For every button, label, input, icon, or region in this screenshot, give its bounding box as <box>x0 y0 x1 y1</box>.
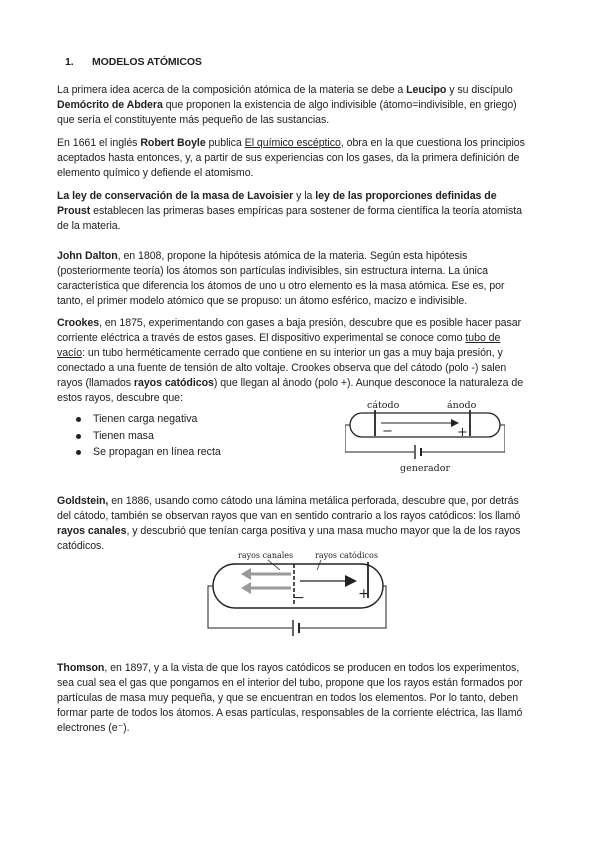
crookes-findings-list <box>57 411 221 461</box>
text: en 1886, usando como cátodo una lámina metálica perforada, descubre que, por detrás del cátodo, también se observan rayos que van en sentido contrario a los rayos catódicos: los llamó <box>57 495 521 522</box>
list-item: Se propagan en línea recta <box>57 444 221 461</box>
canal-rays-diagram <box>205 548 387 638</box>
canal-ray-arrow-icon <box>241 568 251 580</box>
text: , en 1808, propone la hipótesis atómica de la materia. Según esta hipótesis (posteriormente teoría) los átomos son partículas indivisibles, sin estructura interna. La única característica que diferencia los átomos de uno u otro elemento es la masa atómica. Ese es, por tanto, el primer modelo atómico que se propuso: un átomo esférico, macizo e indivisible. <box>57 250 505 307</box>
canal-ray-arrow-icon <box>241 582 251 594</box>
bold-term: La ley de conservación de la masa de Lavoisier <box>57 190 294 202</box>
plus-sign: + <box>358 586 370 602</box>
cathode-ray-arrow-icon <box>345 575 357 587</box>
text: publica <box>205 137 245 149</box>
bold-term: rayos canales <box>57 525 127 537</box>
text: y su discípulo <box>446 84 513 96</box>
circuit-wire-right <box>300 586 386 628</box>
bold-term: Goldstein, <box>57 495 109 507</box>
cathode-rays-label: rayos catódicos <box>315 551 378 560</box>
book-title-link: El químico escéptico <box>244 137 341 149</box>
section-heading <box>65 56 202 68</box>
text: ) que llegan al ánodo (polo +). Aunque desconoce la naturaleza de estos rayos, descubre que: <box>57 377 524 404</box>
bold-term: Robert Boyle <box>140 137 206 149</box>
text: : un tubo herméticamente cerrado que contiene en su interior un gas a muy baja presión, y conectado a una fuente de tensión de alto voltaje. Crookes observa que del cátodo (polo -) salen rayos (llamados <box>57 347 507 389</box>
vacuum-tube <box>350 413 500 437</box>
text: ). <box>123 722 130 734</box>
minus-sign: − <box>382 424 393 439</box>
section-number: 1. <box>65 56 74 68</box>
text: , y descubrió que tenían carga positiva y una masa mucho mayor que la de los rayos catódicos. <box>57 525 521 552</box>
paragraph-lavoisier-proust <box>57 189 527 234</box>
bold-term: Demócrito de Abdera <box>57 99 163 111</box>
text: La primera idea acerca de la composición atómica de la materia se debe a <box>57 84 407 96</box>
text: que proponen la existencia de algo indivisible (átomo=indivisible, en griego) que sería el constituyente más pequeño de las sustancias. <box>57 99 517 126</box>
paragraph-dalton <box>57 249 527 309</box>
bold-term: rayos catódicos <box>133 377 214 389</box>
bold-term: Crookes <box>57 317 100 329</box>
crookes-tube-diagram <box>345 398 505 474</box>
text: En 1661 el inglés <box>57 137 141 149</box>
underlined-term: tubo de vacío <box>57 332 501 359</box>
generator-label: generador <box>400 463 450 474</box>
plus-sign: + <box>457 425 468 440</box>
paragraph-crookes <box>57 316 527 406</box>
cathode-rays-pointer <box>317 560 321 570</box>
anode-label: ánodo <box>447 400 477 411</box>
paragraph-leucipo <box>57 83 527 128</box>
circuit-wire-left <box>345 425 414 452</box>
canal-rays-pointer <box>268 560 280 570</box>
minus-sign: − <box>293 590 305 606</box>
text: establecen las primeras bases empíricas para sostener de forma científica la teoría atomista de la materia. <box>57 205 522 232</box>
paragraph-goldstein <box>57 494 527 554</box>
bold-term: John Dalton <box>57 250 118 262</box>
list-item: Tienen carga negativa <box>57 411 221 428</box>
electron-symbol: e⁻ <box>111 722 124 734</box>
paragraph-boyle <box>57 136 527 181</box>
text: , en 1875, experimentando con gases a baja presión, descubre que es posible hacer pasar corriente eléctrica a través de estos gases. El dispositivo experimental se conoce como <box>57 317 522 344</box>
bold-term: ley de las proporciones definidas de Proust <box>57 190 497 217</box>
canal-rays-label: rayos canales <box>238 551 294 560</box>
cathode-label: cátodo <box>367 400 400 411</box>
bold-term: Thomson <box>57 662 105 674</box>
text: , en 1897, y a la vista de que los rayos catódicos se producen en todos los experimentos, sea cual sea el gas que pongamos en el interior del tubo, propone que los rayos están formados por partículas de masa muy pequeña, y que se encuentran en todos los elementos. Por lo tanto, deben formar parte de todos los átomos. A esas partículas, responsables de la corriente eléctrica, las llamó electrones ( <box>57 662 523 734</box>
text: y la <box>293 190 316 202</box>
section-title: MODELOS ATÓMICOS <box>92 56 202 68</box>
text: , obra en la que cuestiona los principios aceptados hasta entonces, y, a partir de sus experiencias con los gases, da la primera definición de elemento químico y defiende el atomismo. <box>57 137 525 179</box>
paragraph-thomson <box>57 661 527 736</box>
list-item: Tienen masa <box>57 428 221 445</box>
bold-term: Leucipo <box>406 84 447 96</box>
